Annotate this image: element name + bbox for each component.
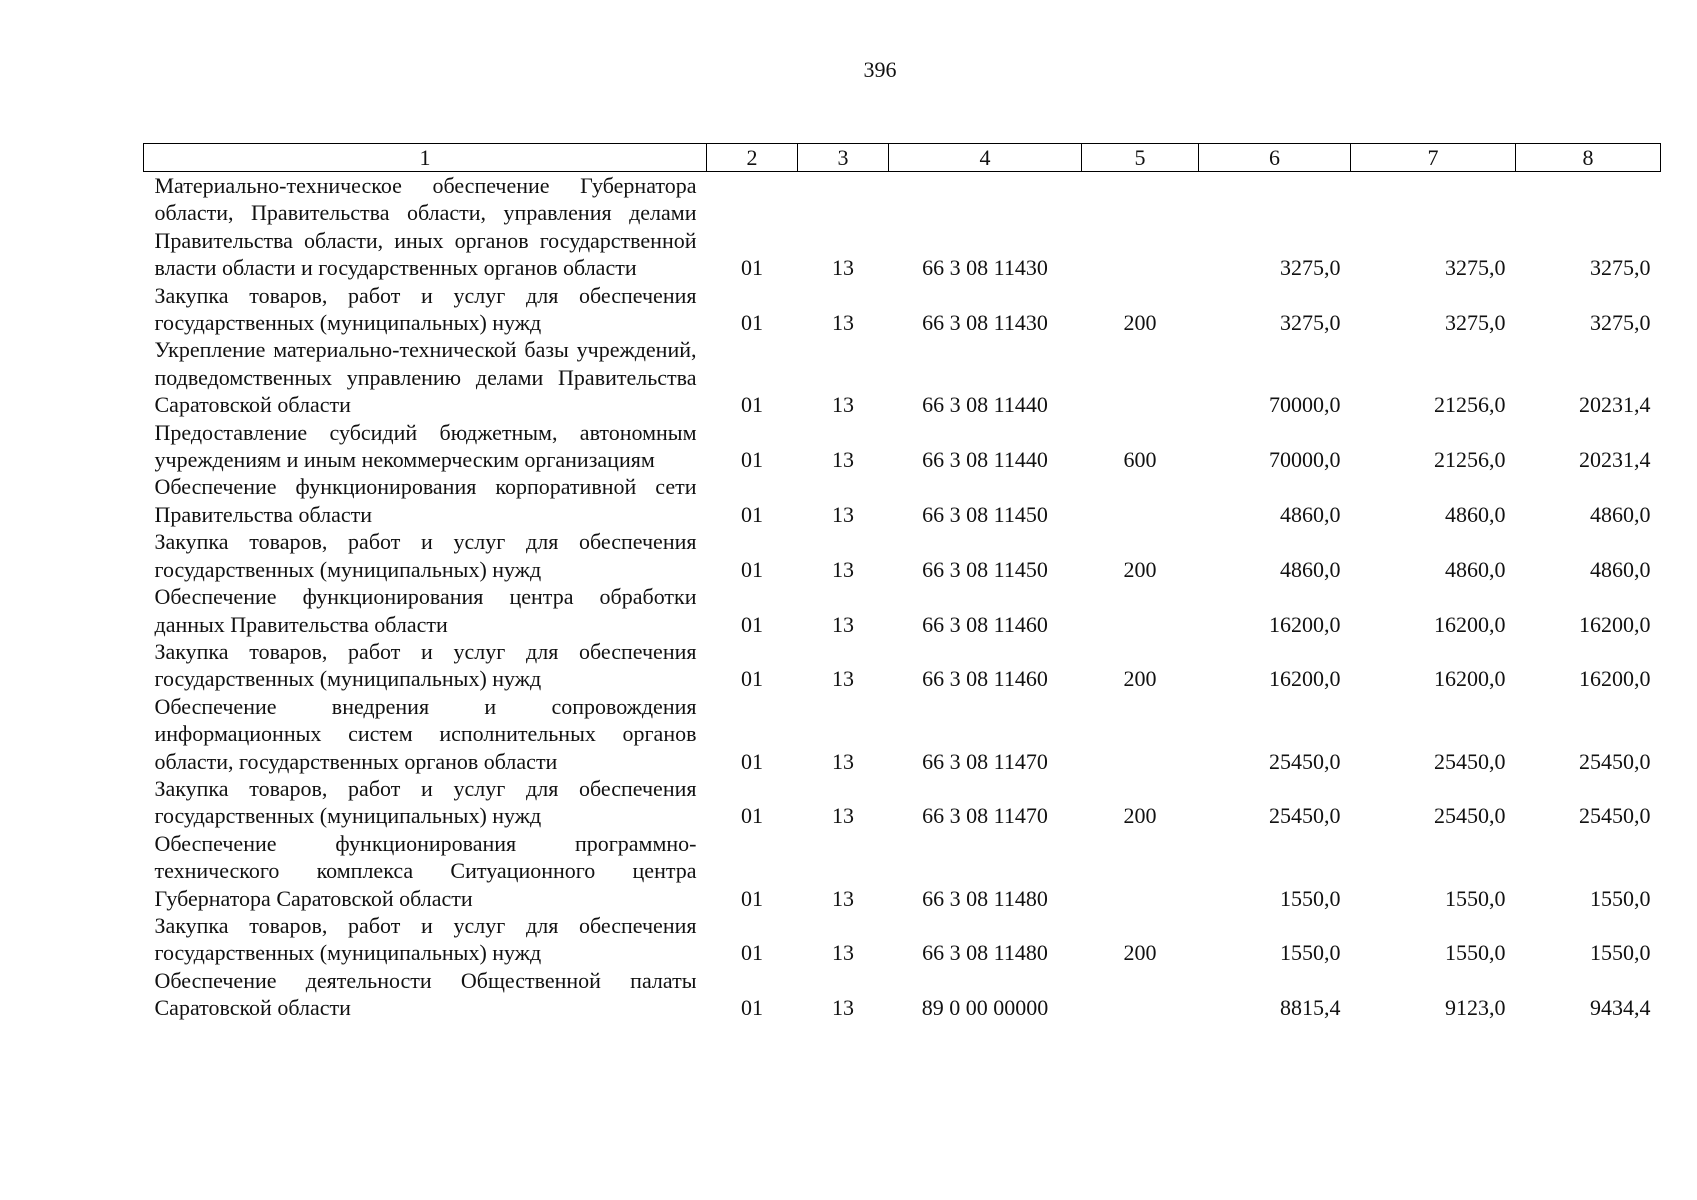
target-article-code: 66 3 08 11480: [922, 940, 1048, 966]
item-name: Обеспечение функционирования центра обработки данных Правительства области: [154, 584, 697, 637]
amount-col-6: 25450,0: [1269, 748, 1341, 774]
amount-col-8: 16200,0: [1579, 611, 1651, 637]
expense-type-code: [1082, 693, 1199, 775]
section-code: 01: [741, 995, 763, 1021]
amount-col-6: 16200,0: [1269, 611, 1341, 637]
amount-col-8: 3275,0: [1590, 255, 1651, 281]
amount-col-6: 3275,0: [1280, 310, 1341, 336]
column-number-header: [144, 144, 1661, 172]
expense-type-code: [1082, 830, 1199, 912]
table-row: [144, 528, 1661, 583]
item-name: Укрепление материально-технической базы учреждений, подведомственных управлению делами Правительства Саратовской области: [154, 337, 697, 418]
section-code: 01: [741, 310, 763, 336]
subsection-code: 13: [832, 310, 854, 336]
section-code: 01: [741, 748, 763, 774]
section-code: 01: [741, 447, 763, 473]
subsection-code: 13: [832, 255, 854, 281]
subsection-code: 13: [832, 556, 854, 582]
table-row: [144, 172, 1661, 282]
section-code: 01: [741, 501, 763, 527]
item-name: Закупка товаров, работ и услуг для обеспечения государственных (муниципальных) нужд: [154, 775, 697, 829]
amount-col-7: 3275,0: [1445, 255, 1506, 281]
item-name: Закупка товаров, работ и услуг для обеспечения государственных (муниципальных) нужд: [154, 529, 697, 582]
subsection-code: 13: [832, 392, 854, 418]
target-article-code: 89 0 00 00000: [921, 995, 1049, 1021]
section-code: 01: [741, 392, 763, 418]
amount-col-7: 21256,0: [1434, 447, 1506, 473]
target-article-code: 66 3 08 11460: [922, 666, 1048, 692]
section-code: 01: [741, 556, 763, 582]
subsection-code: 13: [832, 885, 854, 911]
expense-type-code: [1082, 473, 1199, 528]
amount-col-7: 25450,0: [1434, 803, 1506, 829]
target-article-code: 66 3 08 11430: [922, 310, 1048, 336]
table-row: [144, 775, 1661, 830]
item-name: Обеспечение деятельности Общественной палаты Саратовской области: [154, 967, 697, 1021]
amount-col-6: 70000,0: [1269, 447, 1341, 473]
amount-col-6: 1550,0: [1280, 940, 1341, 966]
target-article-code: 66 3 08 11470: [922, 803, 1048, 829]
target-article-code: 66 3 08 11440: [922, 392, 1048, 418]
amount-col-6: 4860,0: [1280, 556, 1341, 582]
amount-col-8: 4860,0: [1590, 556, 1651, 582]
amount-col-8: 9434,4: [1590, 995, 1651, 1021]
item-name: Закупка товаров, работ и услуг для обеспечения государственных (муниципальных) нужд: [154, 282, 697, 336]
table-row: [144, 282, 1661, 337]
expense-type-code: 200: [1123, 940, 1157, 966]
header-cell: 2: [707, 144, 798, 172]
table-row: [144, 693, 1661, 775]
expense-type-code: [1082, 172, 1199, 282]
amount-col-6: 3275,0: [1280, 255, 1341, 281]
item-name: Материально-техническое обеспечение Губернатора области, Правительства области, управления делами Правительства области, иных органов государственной власти области и государственных органов области: [154, 173, 697, 281]
section-code: 01: [741, 940, 763, 966]
amount-col-7: 1550,0: [1445, 940, 1506, 966]
amount-col-7: 4860,0: [1445, 556, 1506, 582]
item-name: Обеспечение внедрения и сопровождения информационных систем исполнительных органов области, государственных органов области: [154, 693, 697, 774]
subsection-code: 13: [832, 447, 854, 473]
page-number: 396: [863, 57, 897, 82]
target-article-code: 66 3 08 11440: [922, 447, 1048, 473]
expense-type-code: 200: [1123, 803, 1157, 829]
amount-col-6: 16200,0: [1269, 666, 1341, 692]
item-name: Обеспечение функционирования программно-технического комплекса Ситуационного центра Губернатора Саратовской области: [154, 830, 697, 911]
amount-col-8: 1550,0: [1590, 885, 1651, 911]
subsection-code: 13: [832, 611, 854, 637]
target-article-code: 66 3 08 11450: [922, 556, 1048, 582]
amount-col-7: 16200,0: [1434, 666, 1506, 692]
table-row: [144, 912, 1661, 967]
amount-col-8: 25450,0: [1579, 748, 1651, 774]
subsection-code: 13: [832, 995, 854, 1021]
table-row: [144, 336, 1661, 418]
amount-col-6: 4860,0: [1280, 501, 1341, 527]
subsection-code: 13: [832, 666, 854, 692]
amount-col-7: 9123,0: [1445, 995, 1506, 1021]
amount-col-6: 25450,0: [1269, 803, 1341, 829]
table-row: [144, 419, 1661, 474]
amount-col-7: 4860,0: [1445, 501, 1506, 527]
amount-col-8: 3275,0: [1590, 310, 1651, 336]
subsection-code: 13: [832, 501, 854, 527]
target-article-code: 66 3 08 11450: [922, 501, 1048, 527]
table-row: [144, 473, 1661, 528]
budget-table: [143, 143, 1661, 1022]
amount-col-6: 1550,0: [1280, 885, 1341, 911]
expense-type-code: [1082, 583, 1199, 638]
item-name: Обеспечение функционирования корпоративной сети Правительства области: [154, 474, 697, 527]
header-cell: 8: [1516, 144, 1661, 172]
amount-col-7: 1550,0: [1445, 885, 1506, 911]
target-article-code: 66 3 08 11470: [922, 748, 1048, 774]
header-cell: 1: [144, 144, 707, 172]
subsection-code: 13: [832, 803, 854, 829]
amount-col-8: 25450,0: [1579, 803, 1651, 829]
subsection-code: 13: [832, 940, 854, 966]
amount-col-8: 4860,0: [1590, 501, 1651, 527]
amount-col-6: 70000,0: [1269, 392, 1341, 418]
target-article-code: 66 3 08 11460: [922, 611, 1048, 637]
header-cell: 4: [889, 144, 1082, 172]
section-code: 01: [741, 666, 763, 692]
target-article-code: 66 3 08 11430: [922, 255, 1048, 281]
target-article-code: 66 3 08 11480: [922, 885, 1048, 911]
section-code: 01: [741, 803, 763, 829]
section-code: 01: [741, 255, 763, 281]
item-name: Предоставление субсидий бюджетным, автономным учреждениям и иным некоммерческим организациям: [154, 419, 697, 473]
amount-col-8: 1550,0: [1590, 940, 1651, 966]
header-cell: 3: [798, 144, 889, 172]
amount-col-8: 16200,0: [1579, 666, 1651, 692]
table-row: [144, 638, 1661, 693]
amount-col-7: 3275,0: [1445, 310, 1506, 336]
expense-type-code: [1082, 336, 1199, 418]
header-cell: 7: [1351, 144, 1516, 172]
amount-col-7: 21256,0: [1434, 392, 1506, 418]
section-code: 01: [741, 885, 763, 911]
table-body: [144, 172, 1661, 1022]
section-code: 01: [741, 611, 763, 637]
header-cell: 6: [1199, 144, 1351, 172]
expense-type-code: [1082, 967, 1199, 1022]
table-row: [144, 967, 1661, 1022]
subsection-code: 13: [832, 748, 854, 774]
amount-col-8: 20231,4: [1579, 392, 1651, 418]
amount-col-7: 16200,0: [1434, 611, 1506, 637]
expense-type-code: 200: [1123, 310, 1157, 336]
expense-type-code: 200: [1123, 666, 1157, 692]
table-row: [144, 583, 1661, 638]
header-cell: 5: [1082, 144, 1199, 172]
item-name: Закупка товаров, работ и услуг для обеспечения государственных (муниципальных) нужд: [154, 638, 697, 692]
amount-col-8: 20231,4: [1579, 447, 1651, 473]
expense-type-code: 600: [1123, 447, 1157, 473]
amount-col-7: 25450,0: [1434, 748, 1506, 774]
amount-col-6: 8815,4: [1280, 995, 1341, 1021]
table-row: [144, 830, 1661, 912]
expense-type-code: 200: [1123, 556, 1157, 582]
item-name: Закупка товаров, работ и услуг для обеспечения государственных (муниципальных) нужд: [154, 912, 697, 966]
